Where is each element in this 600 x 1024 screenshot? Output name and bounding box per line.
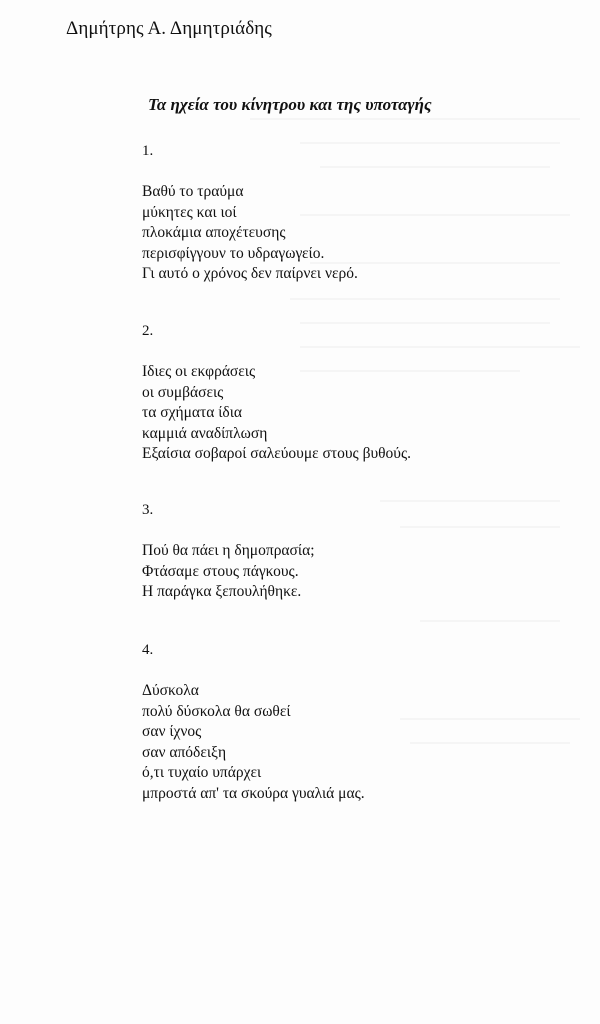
verse-line: σαν απόδειξη (142, 743, 227, 761)
stanza (142, 182, 562, 285)
bleed-through-mark (420, 620, 560, 622)
verse-line: τα σχήματα ίδια (142, 404, 242, 421)
author-name: Δημήτρης Α. Δημητριάδης (66, 18, 272, 39)
verse-line: Εξαίσια σοβαροί σαλεύουμε στους βυθούς. (142, 445, 411, 462)
verse-line: οι συμβάσεις (142, 383, 224, 401)
poem-section-2 (142, 321, 562, 465)
verse-line: Γι αυτό ο χρόνος δεν παίρνει νερό. (142, 265, 358, 282)
poem-section-4 (142, 640, 562, 804)
verse-line: ό,τι τυχαίο υπάρχει (142, 764, 262, 781)
bleed-through-mark (290, 298, 560, 300)
poem-section-3 (142, 500, 562, 603)
section-number: 3. (142, 502, 154, 518)
section-number: 2. (142, 323, 154, 339)
section-number: 4. (142, 642, 154, 658)
section-number: 1. (142, 143, 154, 159)
verse-line: καμμιά αναδίπλωση (142, 424, 268, 442)
verse-line: Πού θα πάει η δημοπρασία; (142, 542, 315, 559)
stanza (142, 541, 562, 603)
verse-line: Βαθύ το τραύμα (142, 183, 244, 200)
verse-line: Φτάσαμε στους πάγκους. (142, 562, 299, 580)
verse-line: σαν ίχνος (142, 723, 202, 740)
verse-line: μύκητες και ιοί (142, 203, 237, 221)
stanza (142, 362, 562, 465)
poem-title: Τα ηχεία του κίνητρου και της υποταγής (148, 95, 432, 114)
verse-line: περισφίγγουν το υδραγωγείο. (142, 244, 325, 262)
stanza (142, 681, 562, 804)
bleed-through-mark (250, 118, 580, 120)
verse-line: πολύ δύσκολα θα σωθεί (142, 702, 291, 720)
verse-line: Ιδιες οι εκφράσεις (142, 363, 256, 380)
verse-line: Δύσκολα (142, 682, 199, 699)
poem-section-1 (142, 141, 562, 285)
verse-line: πλοκάμια αποχέτευσης (142, 224, 286, 241)
verse-line: μπροστά απ' τα σκούρα γυαλιά μας. (142, 784, 365, 802)
verse-line: Η παράγκα ξεπουλήθηκε. (142, 583, 302, 600)
